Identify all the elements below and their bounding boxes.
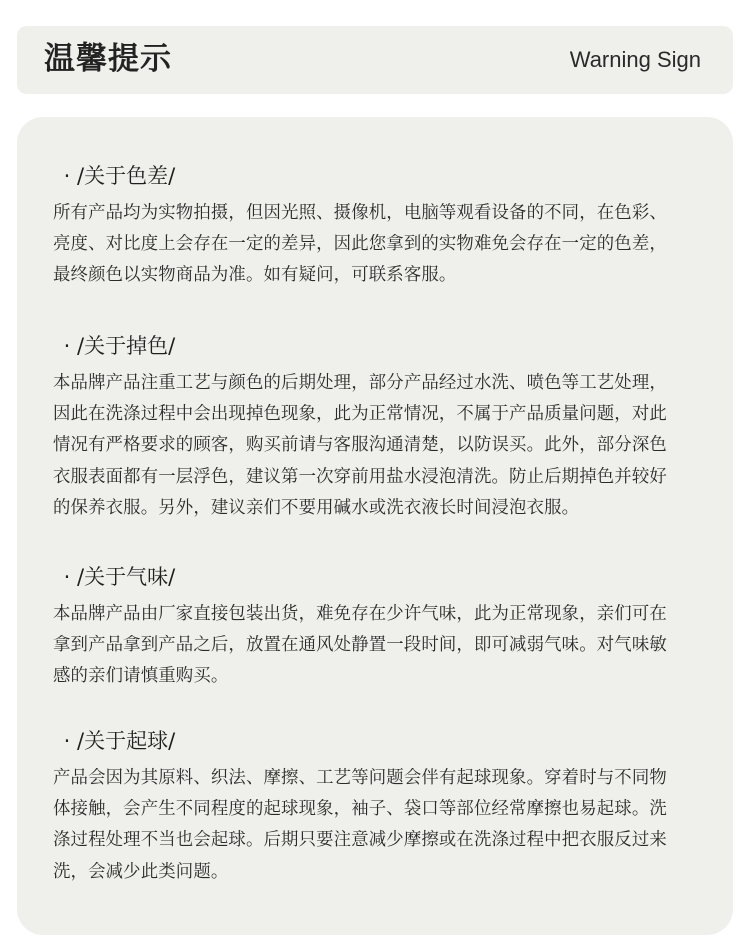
bullet-dot: · [63, 729, 71, 753]
bullet-dot: · [63, 565, 71, 589]
section-body [53, 368, 703, 524]
section-color-difference [53, 161, 703, 292]
section-fading [53, 331, 703, 524]
body-line: 衣服表面都有一层浮色，建议第一次穿前用盐水浸泡清洗。防止后期掉色并较好 [53, 466, 667, 487]
section-pilling [53, 726, 703, 888]
body-line: 拿到产品拿到产品之后，放置在通风处静置一段时间，即可减弱气味。对气味敏 [53, 635, 667, 656]
section-title: /关于掉色/ [77, 334, 176, 358]
body-line: 产品会因为其原料、织法、摩擦、工艺等问题会伴有起球现象。穿着时与不同物 [53, 768, 667, 788]
notice-panel [17, 117, 733, 935]
header-bar [17, 26, 733, 94]
body-line: 本品牌产品注重工艺与颜色的后期处理，部分产品经过水洗、喷色等工艺处理， [53, 373, 667, 393]
section-heading [53, 726, 703, 756]
section-body [53, 763, 703, 888]
body-line: 涤过程处理不当也会起球。后期只要注意减少摩擦或在洗涤过程中把衣服反过来 [53, 830, 667, 851]
section-title: /关于起球/ [77, 729, 176, 753]
section-odor [53, 562, 703, 693]
section-title: /关于气味/ [77, 565, 176, 589]
body-line: 亮度、对比度上会存在一定的差异，因此您拿到的实物难免会存在一定的色差， [53, 234, 667, 255]
section-heading [53, 331, 703, 361]
body-line: 洗，会减少此类问题。 [53, 861, 229, 882]
section-heading [53, 562, 703, 592]
page-title: 温馨提示 [44, 41, 172, 77]
page-subtitle: Warning Sign [569, 47, 701, 72]
section-body [53, 599, 703, 693]
body-line: 因此在洗涤过程中会出现掉色现象，此为正常情况，不属于产品质量问题，对此 [53, 404, 667, 425]
body-line: 感的亲们请慎重购买。 [53, 666, 229, 687]
body-line: 体接触，会产生不同程度的起球现象，袖子、袋口等部位经常摩擦也易起球。洗 [53, 799, 667, 820]
body-line: 本品牌产品由厂家直接包装出货，难免存在少许气味，此为正常现象，亲们可在 [53, 604, 667, 624]
body-line: 情况有严格要求的顾客，购买前请与客服沟通清楚，以防误买。此外，部分深色 [53, 435, 667, 456]
bullet-dot: · [63, 164, 71, 188]
section-heading [53, 161, 703, 191]
body-line: 所有产品均为实物拍摄，但因光照、摄像机，电脑等观看设备的不同，在色彩、 [53, 203, 667, 223]
section-body [53, 198, 703, 292]
body-line: 的保养衣服。另外，建议亲们不要用碱水或洗衣液长时间浸泡衣服。 [53, 497, 580, 518]
bullet-dot: · [63, 334, 71, 358]
body-line: 最终颜色以实物商品为准。如有疑问，可联系客服。 [53, 265, 457, 286]
section-title: /关于色差/ [77, 164, 176, 188]
